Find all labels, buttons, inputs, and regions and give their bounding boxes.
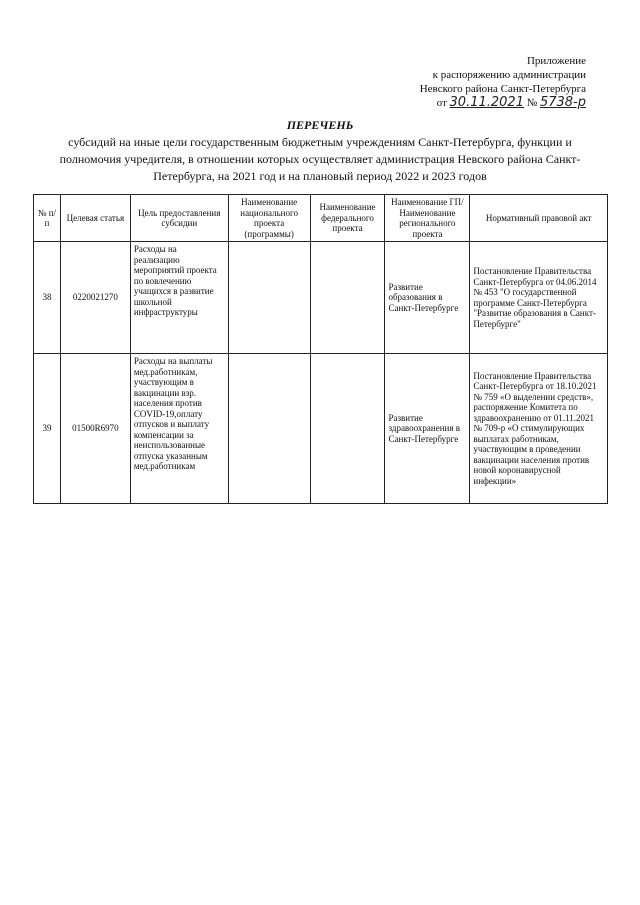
- table-row: [34, 354, 608, 504]
- date-prefix: от: [436, 97, 447, 109]
- row-national: [228, 354, 310, 504]
- col-federal-header: Наименование федерального проекта: [310, 195, 385, 242]
- appendix-block: [420, 54, 586, 110]
- col-act-header: Нормативный правовой акт: [470, 195, 608, 242]
- col-national-header: Наименование национального проекта (программы): [228, 195, 310, 242]
- row-regional: Развитие здравоохранения в Санкт-Петербурге: [385, 354, 470, 504]
- document-title: ПЕРЕЧЕНЬ: [286, 118, 354, 132]
- date-value: 30.11.2021: [449, 95, 524, 110]
- row-article: 0220021270: [60, 242, 130, 354]
- number-sign: №: [526, 97, 538, 109]
- row-federal: [310, 354, 385, 504]
- table-row: [34, 242, 608, 354]
- appendix-line2: к распоряжению администрации: [432, 69, 586, 81]
- row-act: Постановление Правительства Санкт-Петербурга от 04.06.2014 № 453 "О государственной программе Санкт-Петербурга "Развитие образования в Санкт-Петербурге": [470, 242, 608, 354]
- appendix-line1: Приложение: [526, 55, 586, 67]
- col-number-header: № п/п: [34, 195, 61, 242]
- row-regional: Развитие образования в Санкт-Петербурге: [385, 242, 470, 354]
- document-subtitle: субсидий на иные цели государственным бюджетным учреждениям Санкт-Петербурга, функции и полномочия учредителя, в отношении которых осуществляет администрация Невского района Санкт-Петербурга, на 2021 год и на плановый период 2022 и 2023 годов: [59, 135, 581, 183]
- number-value: 5738-р: [539, 95, 586, 110]
- col-regional-header: Наименование ГП/Наименование регионального проекта: [385, 195, 470, 242]
- row-number: 39: [34, 354, 61, 504]
- col-article-header: Целевая статья: [60, 195, 130, 242]
- row-federal: [310, 242, 385, 354]
- row-goal: Расходы на выплаты мед.работникам, участвующим в вакцинации взр. населения против COVID-19,оплату отпусков и выплату компенсации за неиспользованные отпуска указанным мед.работникам: [130, 354, 228, 504]
- row-national: [228, 242, 310, 354]
- subsidy-table: [33, 194, 608, 504]
- appendix-line3: Невского района Санкт-Петербурга: [419, 83, 586, 95]
- col-goal-header: Цель предоставления субсидии: [130, 195, 228, 242]
- row-number: 38: [34, 242, 61, 354]
- table-header-row: [34, 195, 608, 242]
- appendix-dateline: [420, 96, 586, 110]
- row-act: Постановление Правительства Санкт-Петербурга от 18.10.2021 № 759 «О выделении средств», распоряжение Комитета по здравоохранению от 01.11.2021 № 709-р «О стимулирующих выплатах работникам, участвующим в проведении вакцинации населения против новой коронавирусной инфекции»: [470, 354, 608, 504]
- row-article: 01500R6970: [60, 354, 130, 504]
- row-goal: Расходы на реализацию мероприятий проекта по вовлечению учащихся в развитие школьной инфраструктуры: [130, 242, 228, 354]
